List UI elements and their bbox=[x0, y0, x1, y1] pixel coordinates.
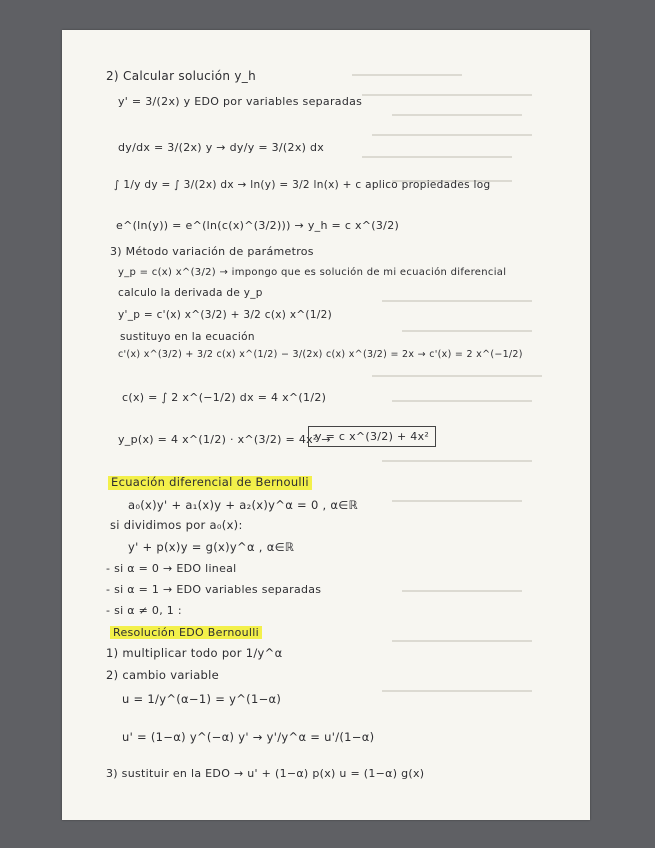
note-line: dy/dx = 3/(2x) y → dy/y = 3/(2x) dx bbox=[118, 141, 325, 154]
note-line: u = 1/y^(α−1) = y^(1−α) bbox=[122, 692, 282, 706]
note-line: - si α ≠ 0, 1 : bbox=[106, 604, 182, 617]
bleed-through-line bbox=[382, 300, 532, 302]
note-line: y_p(x) = 4 x^(1/2) · x^(3/2) = 4x² → bbox=[118, 433, 331, 446]
note-line: 3) Método variación de parámetros bbox=[110, 245, 314, 258]
bleed-through-line bbox=[382, 690, 532, 692]
note-line: - si α = 1 → EDO variables separadas bbox=[106, 583, 322, 596]
note-line: y'_p = c'(x) x^(3/2) + 3/2 c(x) x^(1/2) bbox=[118, 309, 333, 321]
bleed-through-line bbox=[372, 134, 532, 136]
note-line: y' + p(x)y = g(x)y^α , α∈ℝ bbox=[128, 540, 295, 554]
bleed-through-line bbox=[362, 156, 512, 158]
note-line: calculo la derivada de y_p bbox=[118, 287, 263, 299]
note-line: ∫ 1/y dy = ∫ 3/(2x) dx → ln(y) = 3/2 ln(x) + c aplico propiedades log bbox=[114, 179, 491, 191]
note-line: e^(ln(y)) = e^(ln(c(x)^(3/2))) → y_h = c x^(3/2) bbox=[116, 219, 400, 232]
note-line: 1) multiplicar todo por 1/y^α bbox=[106, 646, 283, 660]
note-line: - si α = 0 → EDO lineal bbox=[106, 562, 237, 575]
note-line: a₀(x)y' + a₁(x)y + a₂(x)y^α = 0 , α∈ℝ bbox=[128, 498, 359, 512]
section-heading-bernoulli: Ecuación diferencial de Bernoulli bbox=[108, 476, 312, 490]
note-line: y' = 3/(2x) y EDO por variables separadas bbox=[118, 95, 363, 108]
bleed-through-line bbox=[352, 74, 462, 76]
bleed-through-line bbox=[392, 640, 532, 642]
bleed-through-line bbox=[392, 400, 532, 402]
note-line: c'(x) x^(3/2) + 3/2 c(x) x^(1/2) − 3/(2x) c(x) x^(3/2) = 2x → c'(x) = 2 x^(−1/2) bbox=[118, 349, 523, 360]
note-line: 2) Calcular solución y_h bbox=[106, 69, 256, 83]
bleed-through-line bbox=[402, 590, 522, 592]
notebook-page bbox=[62, 30, 590, 820]
note-line: y_p = c(x) x^(3/2) → impongo que es solución de mi ecuación diferencial bbox=[118, 267, 507, 278]
note-line: sustituyo en la ecuación bbox=[120, 331, 255, 343]
section-heading-resolution: Resolución EDO Bernoulli bbox=[110, 626, 262, 639]
boxed-solution: y = c x^(3/2) + 4x² bbox=[308, 426, 436, 447]
note-line: 2) cambio variable bbox=[106, 668, 220, 682]
note-line: c(x) = ∫ 2 x^(−1/2) dx = 4 x^(1/2) bbox=[122, 391, 327, 404]
bleed-through-line bbox=[382, 460, 532, 462]
bleed-through-line bbox=[362, 94, 532, 96]
bleed-through-line bbox=[372, 375, 542, 377]
bleed-through-line bbox=[392, 114, 522, 116]
note-line: si dividimos por a₀(x): bbox=[110, 518, 243, 532]
note-line: u' = (1−α) y^(−α) y' → y'/y^α = u'/(1−α) bbox=[122, 730, 375, 744]
note-line: 3) sustituir en la EDO → u' + (1−α) p(x) u = (1−α) g(x) bbox=[106, 767, 425, 780]
bleed-through-line bbox=[392, 500, 522, 502]
bleed-through-line bbox=[402, 330, 532, 332]
